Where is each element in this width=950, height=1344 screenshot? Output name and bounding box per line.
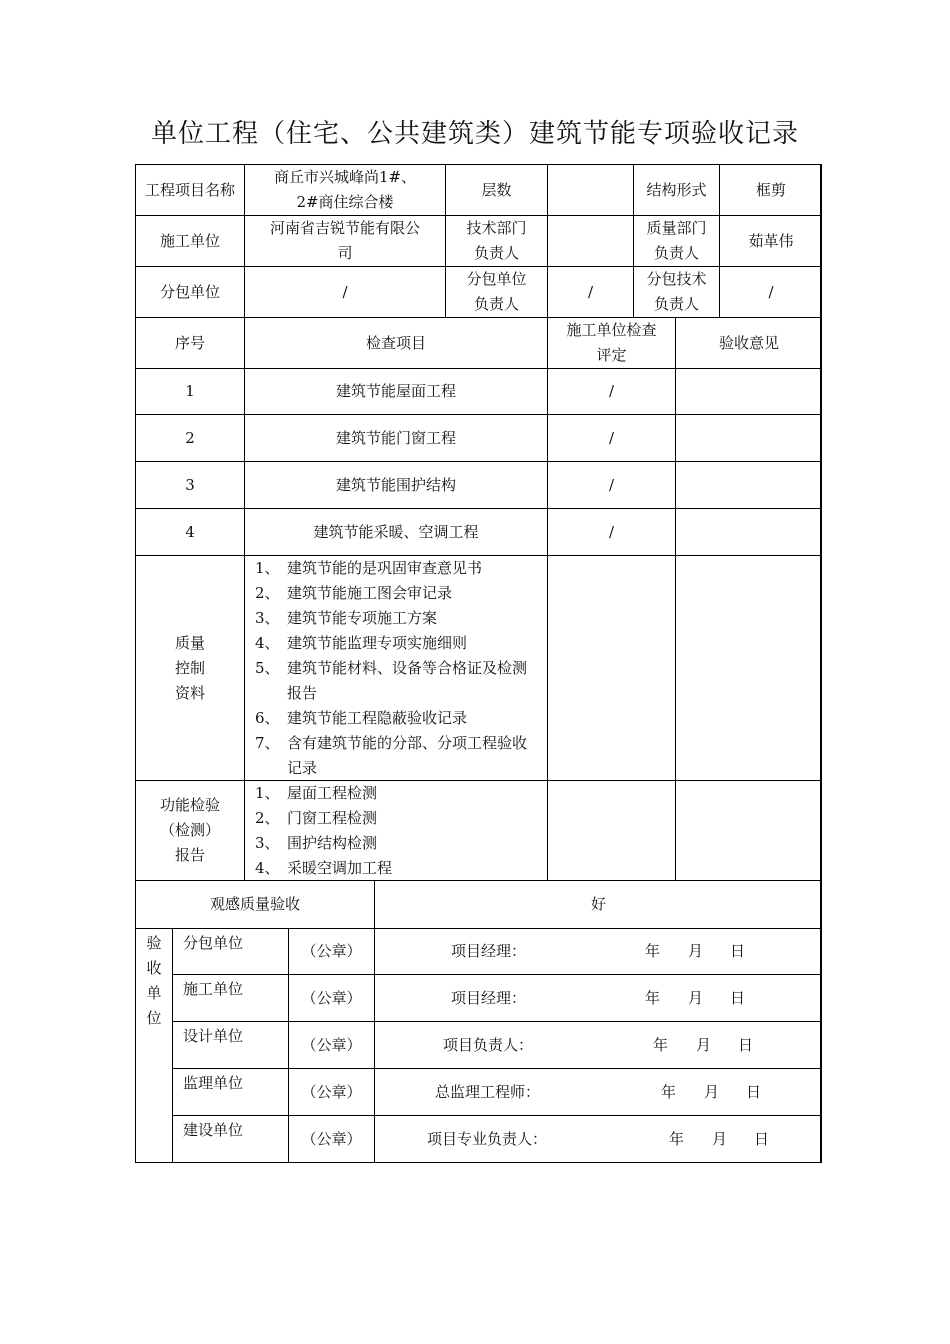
item-number: 3、 <box>255 608 280 627</box>
acceptance-unit-name: 设计单位 <box>172 1021 288 1068</box>
list-item <box>255 831 547 856</box>
row-opinion <box>675 461 822 508</box>
list-item <box>255 631 539 656</box>
acceptance-signature-cell <box>374 928 822 974</box>
row-item: 建筑节能屋面工程 <box>244 368 547 414</box>
date-year: 年 <box>645 942 661 960</box>
item-number: 2、 <box>255 583 280 602</box>
row-item: 建筑节能采暖、空调工程 <box>244 508 547 555</box>
acceptance-unit-name: 监理单位 <box>172 1068 288 1115</box>
acceptance-signature-cell <box>374 974 822 1021</box>
project-name-label: 工程项目名称 <box>135 164 244 215</box>
item-text: 围护结构检测 <box>287 833 378 852</box>
acceptance-role: 项目经理： <box>451 942 527 960</box>
row-opinion <box>675 414 822 461</box>
col-evaluation-header: 施工单位检查评定 <box>547 317 675 368</box>
row-item: 建筑节能门窗工程 <box>244 414 547 461</box>
sub-head-value: / <box>547 266 633 317</box>
list-item <box>255 706 539 731</box>
floors-label: 层数 <box>445 164 547 215</box>
acceptance-signature-cell <box>374 1021 822 1068</box>
function-test-label-line: （检测） <box>159 821 220 839</box>
date-day: 日 <box>746 1082 762 1101</box>
date-year: 年 <box>645 988 661 1007</box>
date-month: 月 <box>688 942 704 960</box>
item-text: 含有建筑节能的分部、分项工程验收记录 <box>287 733 528 777</box>
list-item <box>255 656 539 706</box>
acceptance-signature-cell <box>374 1068 822 1115</box>
date-month: 月 <box>688 988 704 1007</box>
acceptance-seal: （公章） <box>288 1021 374 1068</box>
quality-control-label-line: 控制 <box>174 658 205 677</box>
row-evaluation: / <box>547 368 675 414</box>
col-opinion-header: 验收意见 <box>675 317 822 368</box>
date-day: 日 <box>730 942 746 960</box>
list-item <box>255 731 539 781</box>
subcontractor-label: 分包单位 <box>135 266 244 317</box>
structure-label: 结构形式 <box>633 164 719 215</box>
quality-dept-label: 质量部门负责人 <box>633 215 719 266</box>
acceptance-seal: （公章） <box>288 928 374 974</box>
list-item <box>255 581 539 606</box>
item-number: 4、 <box>255 633 280 652</box>
list-item <box>255 556 539 581</box>
row-evaluation: / <box>547 414 675 461</box>
function-test-label-line: 功能检验 <box>159 796 220 814</box>
item-number: 1、 <box>255 783 280 802</box>
date-year: 年 <box>669 1130 685 1148</box>
function-test-list <box>244 780 547 880</box>
date-year: 年 <box>653 1035 669 1054</box>
date-day: 日 <box>754 1130 770 1148</box>
structure-value: 框剪 <box>719 164 822 215</box>
date-day: 日 <box>730 988 746 1007</box>
acceptance-signature-cell <box>374 1115 822 1163</box>
date-day: 日 <box>738 1035 754 1054</box>
quality-control-label-line: 资料 <box>174 683 205 702</box>
col-item-header: 检查项目 <box>244 317 547 368</box>
subcontractor-value: / <box>244 266 445 317</box>
row-seq: 4 <box>135 508 244 555</box>
contractor-label: 施工单位 <box>135 215 244 266</box>
acceptance-role: 总监理工程师： <box>435 1082 541 1101</box>
quality-control-evaluation <box>547 555 675 780</box>
project-name-value: 商丘市兴城峰尚1#、2#商住综合楼 <box>244 164 445 215</box>
acceptance-side-label <box>135 928 172 1163</box>
row-evaluation: / <box>547 461 675 508</box>
page-title: 单位工程（住宅、公共建筑类）建筑节能专项验收记录 <box>150 119 799 149</box>
acceptance-role: 项目经理： <box>451 988 527 1007</box>
item-number: 7、 <box>255 733 280 752</box>
contractor-value: 河南省吉锐节能有限公司 <box>244 215 445 266</box>
acceptance-unit-name: 施工单位 <box>172 974 288 1021</box>
item-text: 建筑节能施工图会审记录 <box>287 583 453 602</box>
list-item <box>255 806 547 831</box>
item-text: 建筑节能的是巩固审查意见书 <box>287 558 483 577</box>
row-opinion <box>675 368 822 414</box>
function-test-label-line: 报告 <box>174 846 205 864</box>
item-text: 建筑节能工程隐蔽验收记录 <box>287 708 468 727</box>
list-item <box>255 781 547 806</box>
tech-dept-value <box>547 215 633 266</box>
tech-dept-label: 技术部门负责人 <box>445 215 547 266</box>
item-number: 6、 <box>255 708 280 727</box>
floors-value <box>547 164 633 215</box>
date-month: 月 <box>712 1130 728 1148</box>
list-item <box>255 856 547 881</box>
item-text: 建筑节能监理专项实施细则 <box>287 633 468 652</box>
quality-control-label-line: 质量 <box>174 633 205 652</box>
sub-tech-value: / <box>719 266 822 317</box>
item-text: 门窗工程检测 <box>287 808 378 827</box>
row-seq: 3 <box>135 461 244 508</box>
quality-control-list <box>244 555 547 780</box>
date-year: 年 <box>661 1082 677 1101</box>
item-number: 1、 <box>255 558 280 577</box>
sub-head-label: 分包单位负责人 <box>445 266 547 317</box>
item-number: 3、 <box>255 833 280 852</box>
item-text: 建筑节能材料、设备等合格证及检测报告 <box>287 658 528 702</box>
quality-control-opinion <box>675 555 822 780</box>
item-text: 屋面工程检测 <box>287 783 378 802</box>
item-text: 建筑节能专项施工方案 <box>287 608 438 627</box>
sub-tech-label: 分包技术负责人 <box>633 266 719 317</box>
function-test-opinion <box>675 780 822 880</box>
acceptance-side-text: 验收单位 <box>146 934 162 1027</box>
function-test-label <box>135 780 244 880</box>
row-evaluation: / <box>547 508 675 555</box>
row-seq: 1 <box>135 368 244 414</box>
visual-quality-label: 观感质量验收 <box>135 880 374 928</box>
item-number: 5、 <box>255 658 280 677</box>
acceptance-role: 项目负责人： <box>443 1035 534 1054</box>
acceptance-seal: （公章） <box>288 1115 374 1163</box>
acceptance-unit-name: 建设单位 <box>172 1115 288 1163</box>
acceptance-role: 项目专业负责人： <box>427 1130 548 1148</box>
function-test-evaluation <box>547 780 675 880</box>
acceptance-seal: （公章） <box>288 1068 374 1115</box>
date-month: 月 <box>704 1082 720 1101</box>
item-text: 采暖空调加工程 <box>287 858 393 877</box>
item-number: 4、 <box>255 858 280 877</box>
row-item: 建筑节能围护结构 <box>244 461 547 508</box>
row-seq: 2 <box>135 414 244 461</box>
item-number: 2、 <box>255 808 280 827</box>
acceptance-unit-name: 分包单位 <box>172 928 288 974</box>
col-seq-header: 序号 <box>135 317 244 368</box>
acceptance-seal: （公章） <box>288 974 374 1021</box>
list-item <box>255 606 539 631</box>
visual-quality-value: 好 <box>374 880 822 928</box>
quality-dept-value: 茹革伟 <box>719 215 822 266</box>
row-opinion <box>675 508 822 555</box>
quality-control-label <box>135 555 244 780</box>
date-month: 月 <box>696 1035 712 1054</box>
